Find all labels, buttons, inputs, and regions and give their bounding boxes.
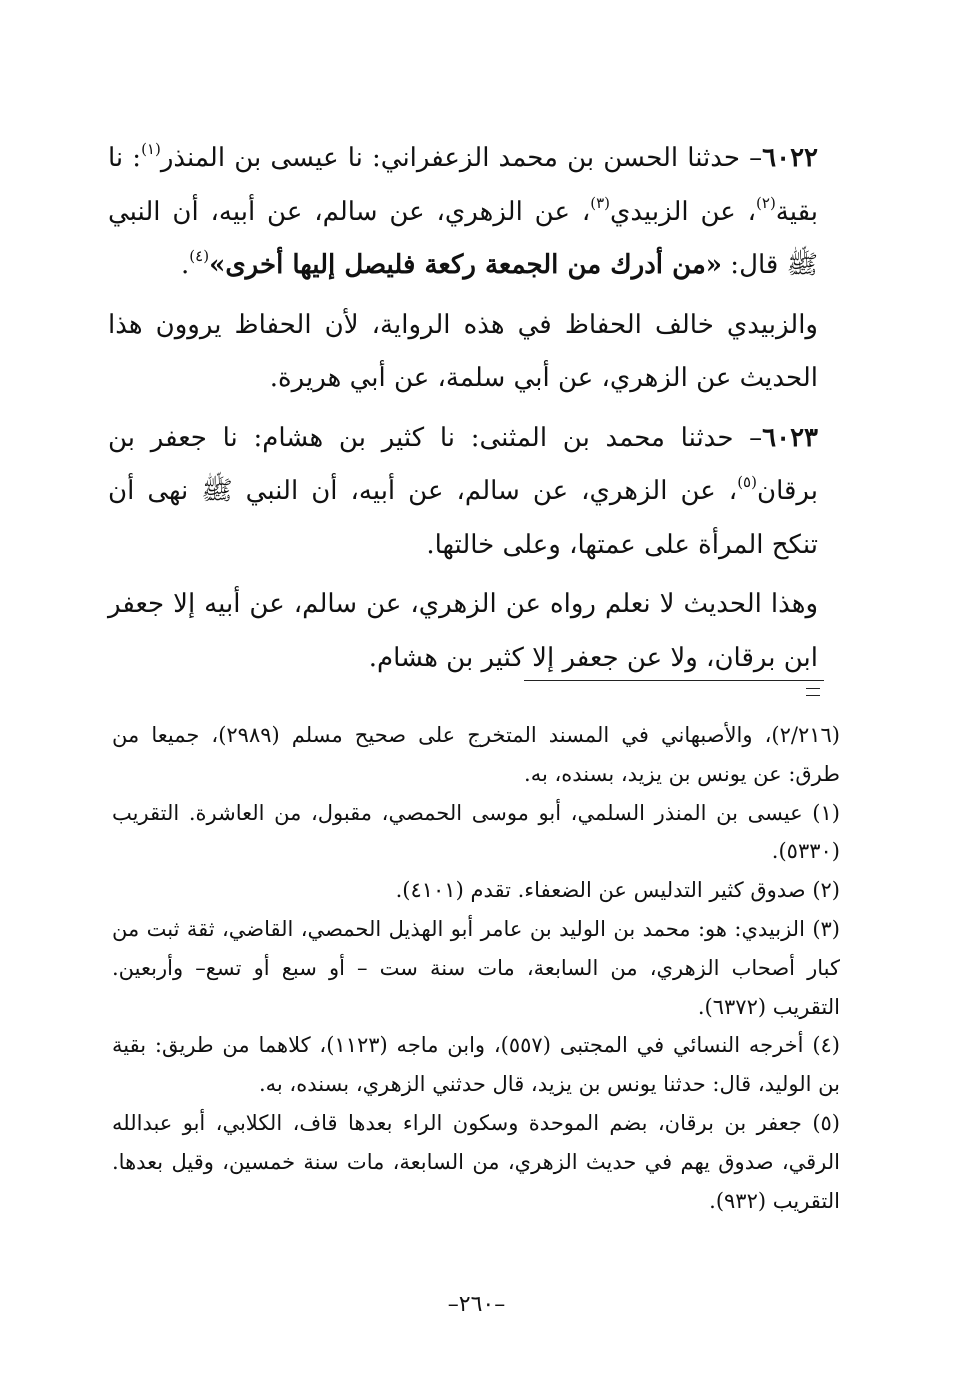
footnote-ref: (١) <box>141 140 161 159</box>
footnote-3: (٣) الزبيدي: هو: محمد بن الوليد بن عامر أبو الهذيل الحمصي، القاضي، ثقة ثبت من كبار أصحاب الزهري، من السابعة، مات سنة ست – أو سبع أو تسع– وأربعين. التقريب (٦٣٧٢). <box>112 916 840 1019</box>
hadith-quote: «من أدرك من الجمعة ركعة فليصل إليها أخرى» <box>209 250 723 280</box>
footnote-4: (٤) أخرجه النسائي في المجتبى (٥٥٧)، وابن ماجه (١١٢٣)، كلاهما من طريق: بقية بن الوليد، قال: حدثنا يونس بن يزيد، قال حدثني الزهري، بسنده، به. <box>112 1033 840 1097</box>
continuation-mark <box>806 688 820 696</box>
commentary-paragraph: وهذا الحديث لا نعلم رواه عن الزهري، عن سالم، عن أبيه إلا جعفر ابن برقان، ولا عن جعفر إلا كثير بن هشام. <box>108 589 818 673</box>
footnote-separator <box>524 680 824 681</box>
footnote-ref: (٣) <box>590 193 611 212</box>
main-text <box>108 132 818 685</box>
footnote-ref: (٤) <box>189 247 210 266</box>
commentary-paragraph: والزبيدي خالف الحفاظ في هذه الرواية، لأن الحفاظ يروون هذا الحديث عن الزهري، عن أبي سلمة، عن أبي هريرة. <box>108 309 818 393</box>
hadith-number: ٦٠٢٣ <box>762 422 818 453</box>
hadith-6022: ٦٠٢٢– حدثنا الحسن بن محمد الزعفراني: نا عيسى بن المنذر$^{(١)}$: نا بقية$^{(٢)}$، عن الزبيدي$^{(٣)}$، عن الزهري، عن سالم، عن أبيه، أن النبي ﷺ قال: «من أدرك من الجمعة ركعة فليصل إليها أخرى»$^{(٤)}$. <box>108 140 819 280</box>
hadith-6023: ٦٠٢٣– حدثنا محمد بن المثنى: نا كثير بن هشام: نا جعفر بن برقان$^{(٥)}$، عن الزهري، عن سالم، عن أبيه، أن النبي ﷺ نهى أن تنكح المرأة على عمتها، وعلى خالتها. <box>108 422 818 560</box>
footnotes <box>112 716 840 1220</box>
hadith-number: ٦٠٢٢ <box>762 143 819 173</box>
footnote-1: (١) عيسى بن المنذر السلمي، أبو موسى الحمصي، مقبول، من العاشرة. التقريب (٥٣٣٠). <box>112 800 840 864</box>
footnote-continuation: (٢/٢١٦)، والأصبهاني في المسند المتخرج على صحيح مسلم (٢٩٨٩)، جميعا من طرق: عن يونس بن يزيد، بسنده، به. <box>112 723 840 786</box>
footnote-ref: (٢) <box>756 193 776 212</box>
footnote-2: (٢) صدوق كثير التدليس عن الضعفاء. تقدم (٤١٠١). <box>395 878 840 903</box>
footnote-ref: (٥) <box>737 473 757 492</box>
page-number: –٢٦٠– <box>447 1292 506 1317</box>
footnote-5: (٥) جعفر بن برقان، بضم الموحدة وسكون الراء بعدها قاف، الكلابي، أبو عبدالله الرقي، صدوق يهم في حديث الزهري، من السابعة، مات سنة خمسين، وقيل بعدها. التقريب (٩٣٢). <box>112 1110 840 1213</box>
